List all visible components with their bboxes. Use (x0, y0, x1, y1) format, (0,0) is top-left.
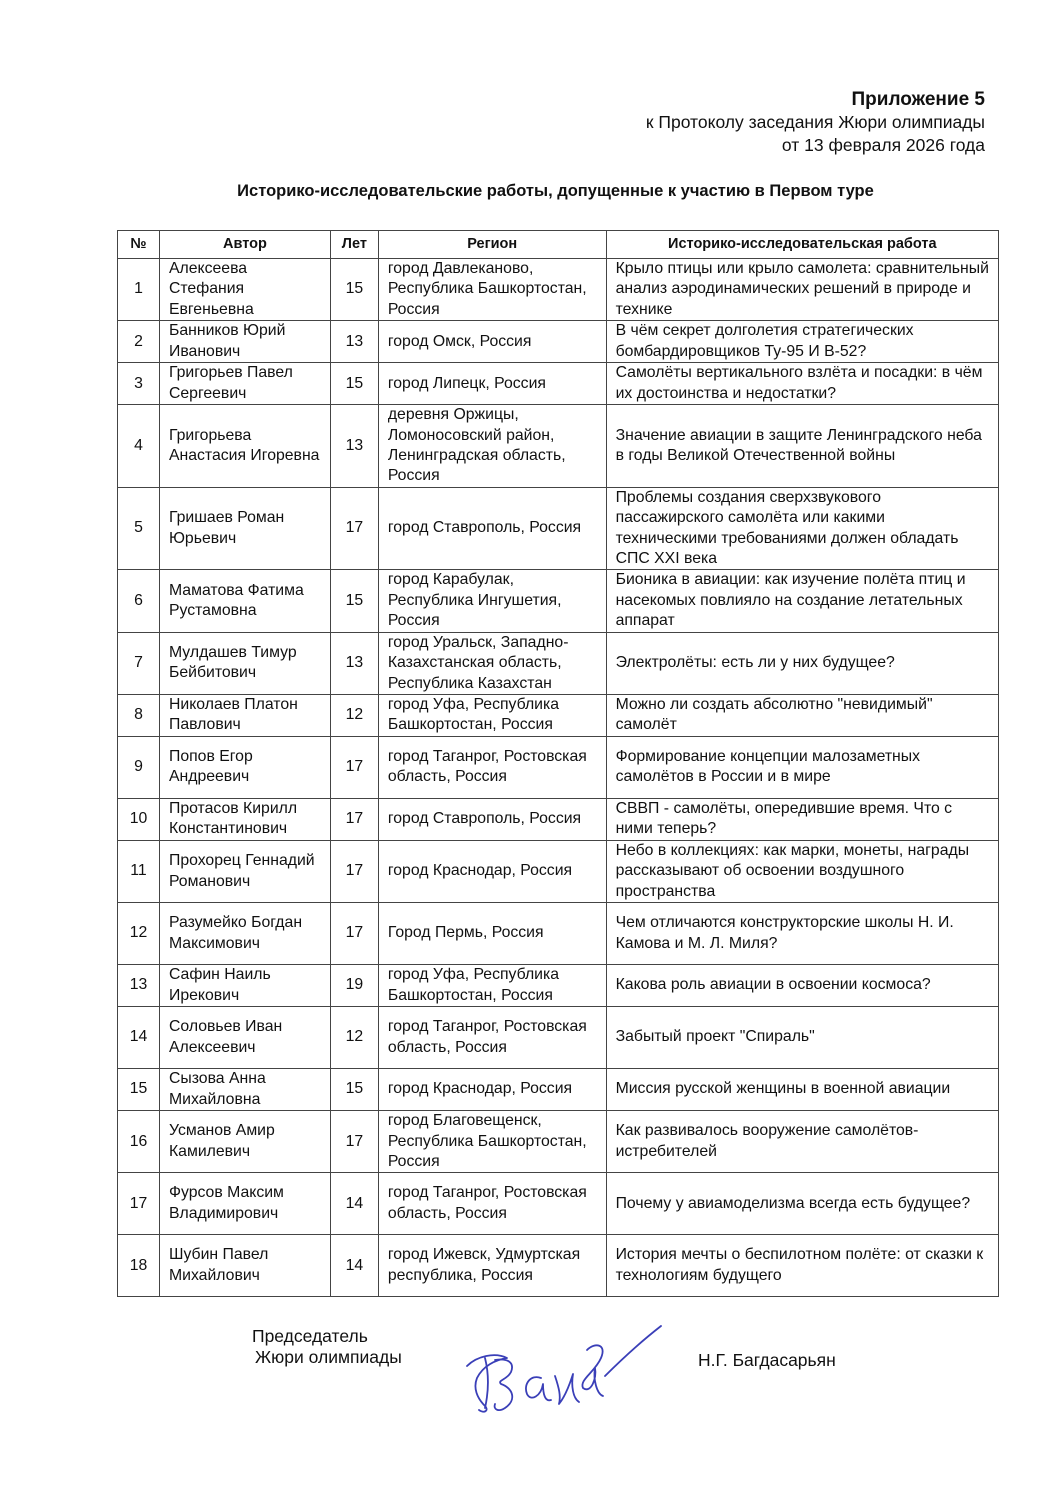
cell-number: 18 (118, 1235, 160, 1297)
handwritten-signature-icon (455, 1318, 675, 1428)
cell-author: Попов Егор Андреевич (159, 736, 330, 798)
table-row (118, 321, 999, 363)
cell-author: Соловьев Иван Алексеевич (159, 1007, 330, 1069)
cell-region: город Омск, Россия (378, 321, 606, 363)
cell-work: Небо в коллекциях: как марки, монеты, награды рассказывают об освоении воздушного пространства (606, 840, 998, 902)
cell-author: Банников Юрий Иванович (159, 321, 330, 363)
cell-region: город Уфа, Республика Башкортостан, Россия (378, 965, 606, 1007)
cell-region: деревня Оржицы, Ломоносовский район, Ленинградская область, Россия (378, 405, 606, 488)
cell-age: 12 (330, 1007, 378, 1069)
table-row (118, 632, 999, 694)
cell-author: Григорьева Анастасия Игоревна (159, 405, 330, 488)
document-title: Историко-исследовательские работы, допущенные к участию в Первом туре (237, 182, 874, 200)
cell-work: Электролёты: есть ли у них будущее? (606, 632, 998, 694)
cell-work: Бионика в авиации: как изучение полёта птиц и насекомых повлияло на создание летательных аппарат (606, 570, 998, 632)
cell-work: Крыло птицы или крыло самолета: сравнительный анализ аэродинамических решений в природе и технике (606, 259, 998, 321)
cell-number: 8 (118, 694, 160, 736)
cell-age: 12 (330, 694, 378, 736)
cell-work: Проблемы создания сверхзвукового пассажирского самолёта или какими техническими требованиями должен обладать СПС XXI века (606, 487, 998, 570)
cell-work: Почему у авиамоделизма всегда есть будущее? (606, 1173, 998, 1235)
table-row (118, 1007, 999, 1069)
cell-author: Мулдашев Тимур Бейбитович (159, 632, 330, 694)
cell-age: 17 (330, 736, 378, 798)
appendix-title: Приложение 5 (851, 89, 985, 110)
cell-author: Сызова Анна Михайловна (159, 1069, 330, 1111)
cell-age: 13 (330, 405, 378, 488)
cell-author: Разумейко Богдан Максимович (159, 903, 330, 965)
table-row (118, 1111, 999, 1173)
cell-author: Сафин Наиль Ирекович (159, 965, 330, 1007)
cell-age: 13 (330, 321, 378, 363)
cell-number: 17 (118, 1173, 160, 1235)
cell-region: город Ставрополь, Россия (378, 487, 606, 570)
table-row (118, 487, 999, 570)
cell-work: Можно ли создать абсолютно "невидимый" самолёт (606, 694, 998, 736)
cell-author: Гришаев Роман Юрьевич (159, 487, 330, 570)
table-row (118, 363, 999, 405)
cell-number: 12 (118, 903, 160, 965)
signer-name: Н.Г. Багдасарьян (698, 1350, 836, 1370)
cell-work: Какова роль авиации в освоении космоса? (606, 965, 998, 1007)
cell-region: город Липецк, Россия (378, 363, 606, 405)
cell-age: 17 (330, 903, 378, 965)
cell-age: 15 (330, 1069, 378, 1111)
cell-work: Самолёты вертикального взлёта и посадки: в чём их достоинства и недостатки? (606, 363, 998, 405)
cell-region: город Краснодар, Россия (378, 840, 606, 902)
appendix-date-line: от 13 февраля 2026 года (781, 135, 985, 155)
cell-age: 15 (330, 259, 378, 321)
cell-number: 11 (118, 840, 160, 902)
cell-number: 13 (118, 965, 160, 1007)
cell-age: 15 (330, 570, 378, 632)
table-row (118, 1235, 999, 1297)
table-row (118, 405, 999, 488)
cell-region: город Таганрог, Ростовская область, Россия (378, 736, 606, 798)
cell-author: Маматова Фатима Рустамовна (159, 570, 330, 632)
table-row (118, 694, 999, 736)
role-line-1: Председатель (252, 1326, 368, 1346)
chairman-role (252, 1326, 402, 1368)
cell-number: 14 (118, 1007, 160, 1069)
cell-region: город Уфа, Республика Башкортостан, Россия (378, 694, 606, 736)
cell-age: 13 (330, 632, 378, 694)
table-row (118, 965, 999, 1007)
cell-number: 15 (118, 1069, 160, 1111)
cell-author: Шубин Павел Михайлович (159, 1235, 330, 1297)
cell-author: Прохорец Геннадий Романович (159, 840, 330, 902)
cell-age: 14 (330, 1173, 378, 1235)
cell-author: Алексеева Стефания Евгеньевна (159, 259, 330, 321)
table-header-row (118, 231, 999, 259)
column-header-age: Лет (330, 231, 378, 259)
cell-age: 17 (330, 840, 378, 902)
cell-region: город Таганрог, Ростовская область, Россия (378, 1007, 606, 1069)
cell-work: Значение авиации в защите Ленинградского неба в годы Великой Отечественной войны (606, 405, 998, 488)
cell-age: 14 (330, 1235, 378, 1297)
cell-author: Григорьев Павел Сергеевич (159, 363, 330, 405)
cell-region: город Благовещенск, Республика Башкортостан, Россия (378, 1111, 606, 1173)
cell-region: город Ижевск, Удмуртская республика, Россия (378, 1235, 606, 1297)
cell-age: 17 (330, 798, 378, 840)
cell-region: город Уральск, Западно-Казахстанская область, Республика Казахстан (378, 632, 606, 694)
works-table (117, 230, 999, 1297)
table-row (118, 736, 999, 798)
cell-age: 17 (330, 1111, 378, 1173)
cell-number: 3 (118, 363, 160, 405)
appendix-protocol-line: к Протоколу заседания Жюри олимпиады (645, 112, 985, 132)
cell-number: 4 (118, 405, 160, 488)
cell-region: город Ставрополь, Россия (378, 798, 606, 840)
cell-region: Город Пермь, Россия (378, 903, 606, 965)
column-header-author: Автор (159, 231, 330, 259)
cell-number: 9 (118, 736, 160, 798)
cell-work: В чём секрет долголетия стратегических бомбардировщиков Ту-95 И В-52? (606, 321, 998, 363)
cell-work: История мечты о беспилотном полёте: от сказки к технологиям будущего (606, 1235, 998, 1297)
cell-work: СВВП - самолёты, опередившие время. Что с ними теперь? (606, 798, 998, 840)
cell-age: 19 (330, 965, 378, 1007)
cell-number: 7 (118, 632, 160, 694)
table-row (118, 259, 999, 321)
cell-work: Чем отличаются конструкторские школы Н. И. Камова и М. Л. Миля? (606, 903, 998, 965)
cell-work: Миссия русской женщины в военной авиации (606, 1069, 998, 1111)
cell-number: 6 (118, 570, 160, 632)
cell-author: Фурсов Максим Владимирович (159, 1173, 330, 1235)
cell-number: 1 (118, 259, 160, 321)
cell-author: Николаев Платон Павлович (159, 694, 330, 736)
cell-region: город Таганрог, Ростовская область, Россия (378, 1173, 606, 1235)
table-row (118, 570, 999, 632)
table-row (118, 840, 999, 902)
cell-author: Усманов Амир Камилевич (159, 1111, 330, 1173)
cell-work: Формирование концепции малозаметных самолётов в России и в мире (606, 736, 998, 798)
table-row (118, 1069, 999, 1111)
column-header-number: № (118, 231, 160, 259)
table-row (118, 1173, 999, 1235)
cell-number: 16 (118, 1111, 160, 1173)
cell-region: город Давлеканово, Республика Башкортостан, Россия (378, 259, 606, 321)
role-line-2: Жюри олимпиады (255, 1347, 402, 1367)
column-header-region: Регион (378, 231, 606, 259)
cell-number: 2 (118, 321, 160, 363)
cell-region: город Карабулак, Республика Ингушетия, Россия (378, 570, 606, 632)
column-header-work: Историко-исследовательская работа (606, 231, 998, 259)
cell-age: 17 (330, 487, 378, 570)
cell-work: Забытый проект "Спираль" (606, 1007, 998, 1069)
table-row (118, 798, 999, 840)
cell-author: Протасов Кирилл Константинович (159, 798, 330, 840)
cell-region: город Краснодар, Россия (378, 1069, 606, 1111)
cell-age: 15 (330, 363, 378, 405)
table-row (118, 903, 999, 965)
cell-work: Как развивалось вооружение самолётов-истребителей (606, 1111, 998, 1173)
appendix-header (646, 88, 985, 157)
cell-number: 10 (118, 798, 160, 840)
cell-number: 5 (118, 487, 160, 570)
